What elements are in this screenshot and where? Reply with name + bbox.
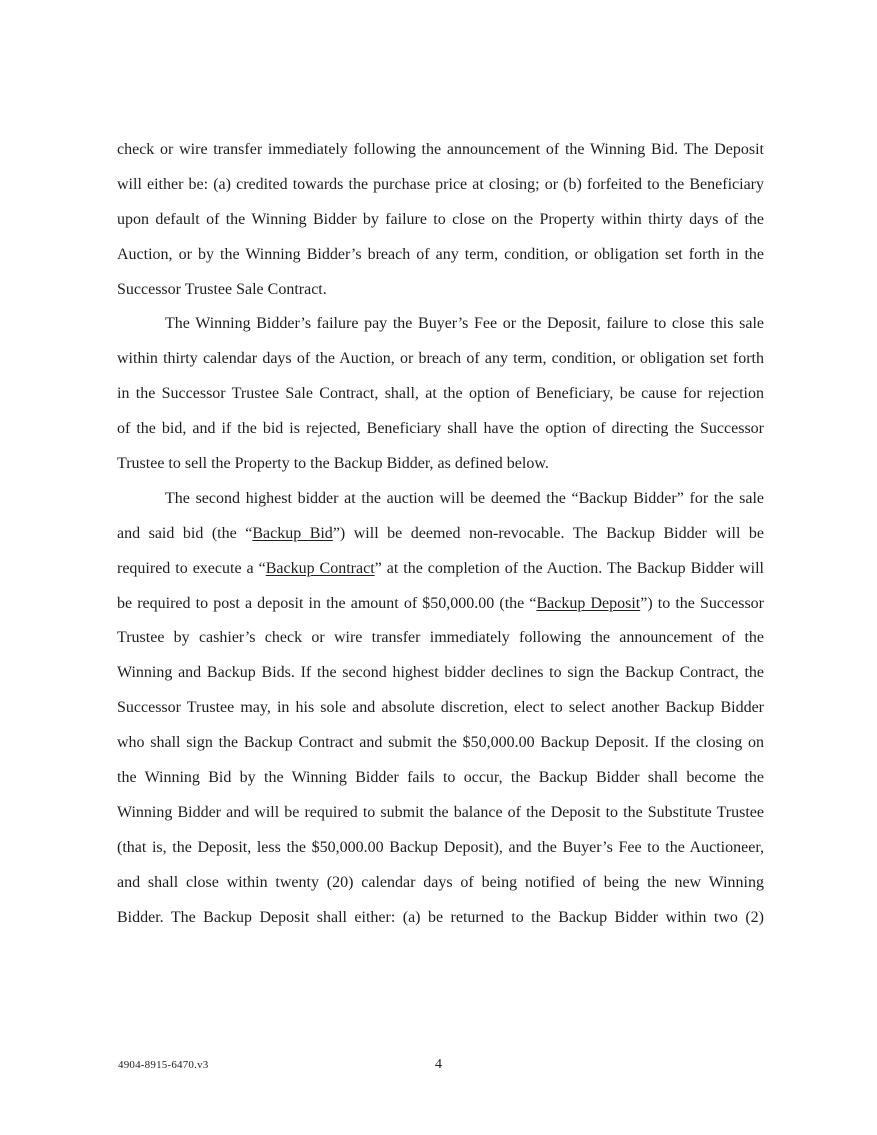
paragraph-3-line-6: Winning and Backup Bids. If the second highest bidder declines to sign the Backup Contract, the [117, 664, 764, 682]
paragraph-3-line-10: Winning Bidder and will be required to submit the balance of the Deposit to the Substitute Trustee [117, 803, 764, 821]
paragraph-1-line-1: check or wire transfer immediately following the announcement of the Winning Bid. The Deposit [117, 141, 764, 158]
defined-term-backup-deposit: Backup Deposit [536, 594, 641, 612]
paragraph-1-line-5: Successor Trustee Sale Contract. [117, 280, 327, 298]
paragraph-3-line-13: Bidder. The Backup Deposit shall either: (a) be returned to the Backup Bidder within two (2) [117, 908, 764, 926]
defined-term-backup-bid: Backup Bid [252, 524, 333, 542]
page-number: 4 [435, 1057, 442, 1072]
paragraph-2-line-5: Trustee to sell the Property to the Backup Bidder, as defined below. [117, 455, 549, 473]
paragraph-3-line-7: Successor Trustee may, in his sole and absolute discretion, elect to select another Backup Bidder [117, 699, 764, 717]
line-text: and said bid (the “ [117, 524, 253, 542]
paragraph-1-line-3: upon default of the Winning Bidder by failure to close on the Property within thirty days of the [117, 210, 764, 228]
defined-term-backup-contract: Backup Contract [265, 559, 375, 577]
paragraph-2-line-2: within thirty calendar days of the Auction, or breach of any term, condition, or obligation set forth [117, 350, 764, 368]
body-text [117, 133, 764, 935]
line-text: ” at the completion of the Auction. The Backup Bidder will [374, 559, 765, 577]
paragraph-3-line-2 [117, 517, 764, 552]
paragraph-3-line-8: who shall sign the Backup Contract and submit the $50,000.00 Backup Deposit. If the closing on [117, 734, 764, 752]
paragraph-3-line-4 [117, 587, 764, 622]
paragraph-3-line-5: Trustee by cashier’s check or wire transfer immediately following the announcement of the [117, 629, 764, 647]
line-text: required to execute a “ [117, 559, 266, 577]
paragraph-2-line-3: in the Successor Trustee Sale Contract, shall, at the option of Beneficiary, be cause for rejection [117, 385, 764, 403]
paragraph-1-line-4: Auction, or by the Winning Bidder’s breach of any term, condition, or obligation set forth in the [117, 245, 764, 263]
paragraph-3-line-11: (that is, the Deposit, less the $50,000.00 Backup Deposit), and the Buyer’s Fee to the Auctioneer, [117, 838, 764, 856]
paragraph-1-line-2: will either be: (a) credited towards the purchase price at closing; or (b) forfeited to the Beneficiary [117, 175, 764, 193]
line-text: ”) to the Successor [640, 594, 764, 612]
line-text: ”) will be deemed non-revocable. The Backup Bidder will be [332, 524, 765, 542]
paragraph-2-line-1: The Winning Bidder’s failure pay the Buyer’s Fee or the Deposit, failure to close this sale [165, 315, 764, 333]
paragraph-3-line-12: and shall close within twenty (20) calendar days of being notified of being the new Winning [117, 873, 764, 891]
paragraph-2-line-4: of the bid, and if the bid is rejected, Beneficiary shall have the option of directing the Successor [117, 420, 764, 438]
paragraph-3-line-3 [117, 552, 764, 587]
paragraph-3-line-9: the Winning Bid by the Winning Bidder fails to occur, the Backup Bidder shall become the [117, 769, 764, 787]
document-id: 4904-8915-6470.v3 [118, 1059, 209, 1071]
line-text: be required to post a deposit in the amount of $50,000.00 (the “ [117, 594, 537, 612]
paragraph-3-line-1: The second highest bidder at the auction will be deemed the “Backup Bidder” for the sale [165, 489, 764, 507]
